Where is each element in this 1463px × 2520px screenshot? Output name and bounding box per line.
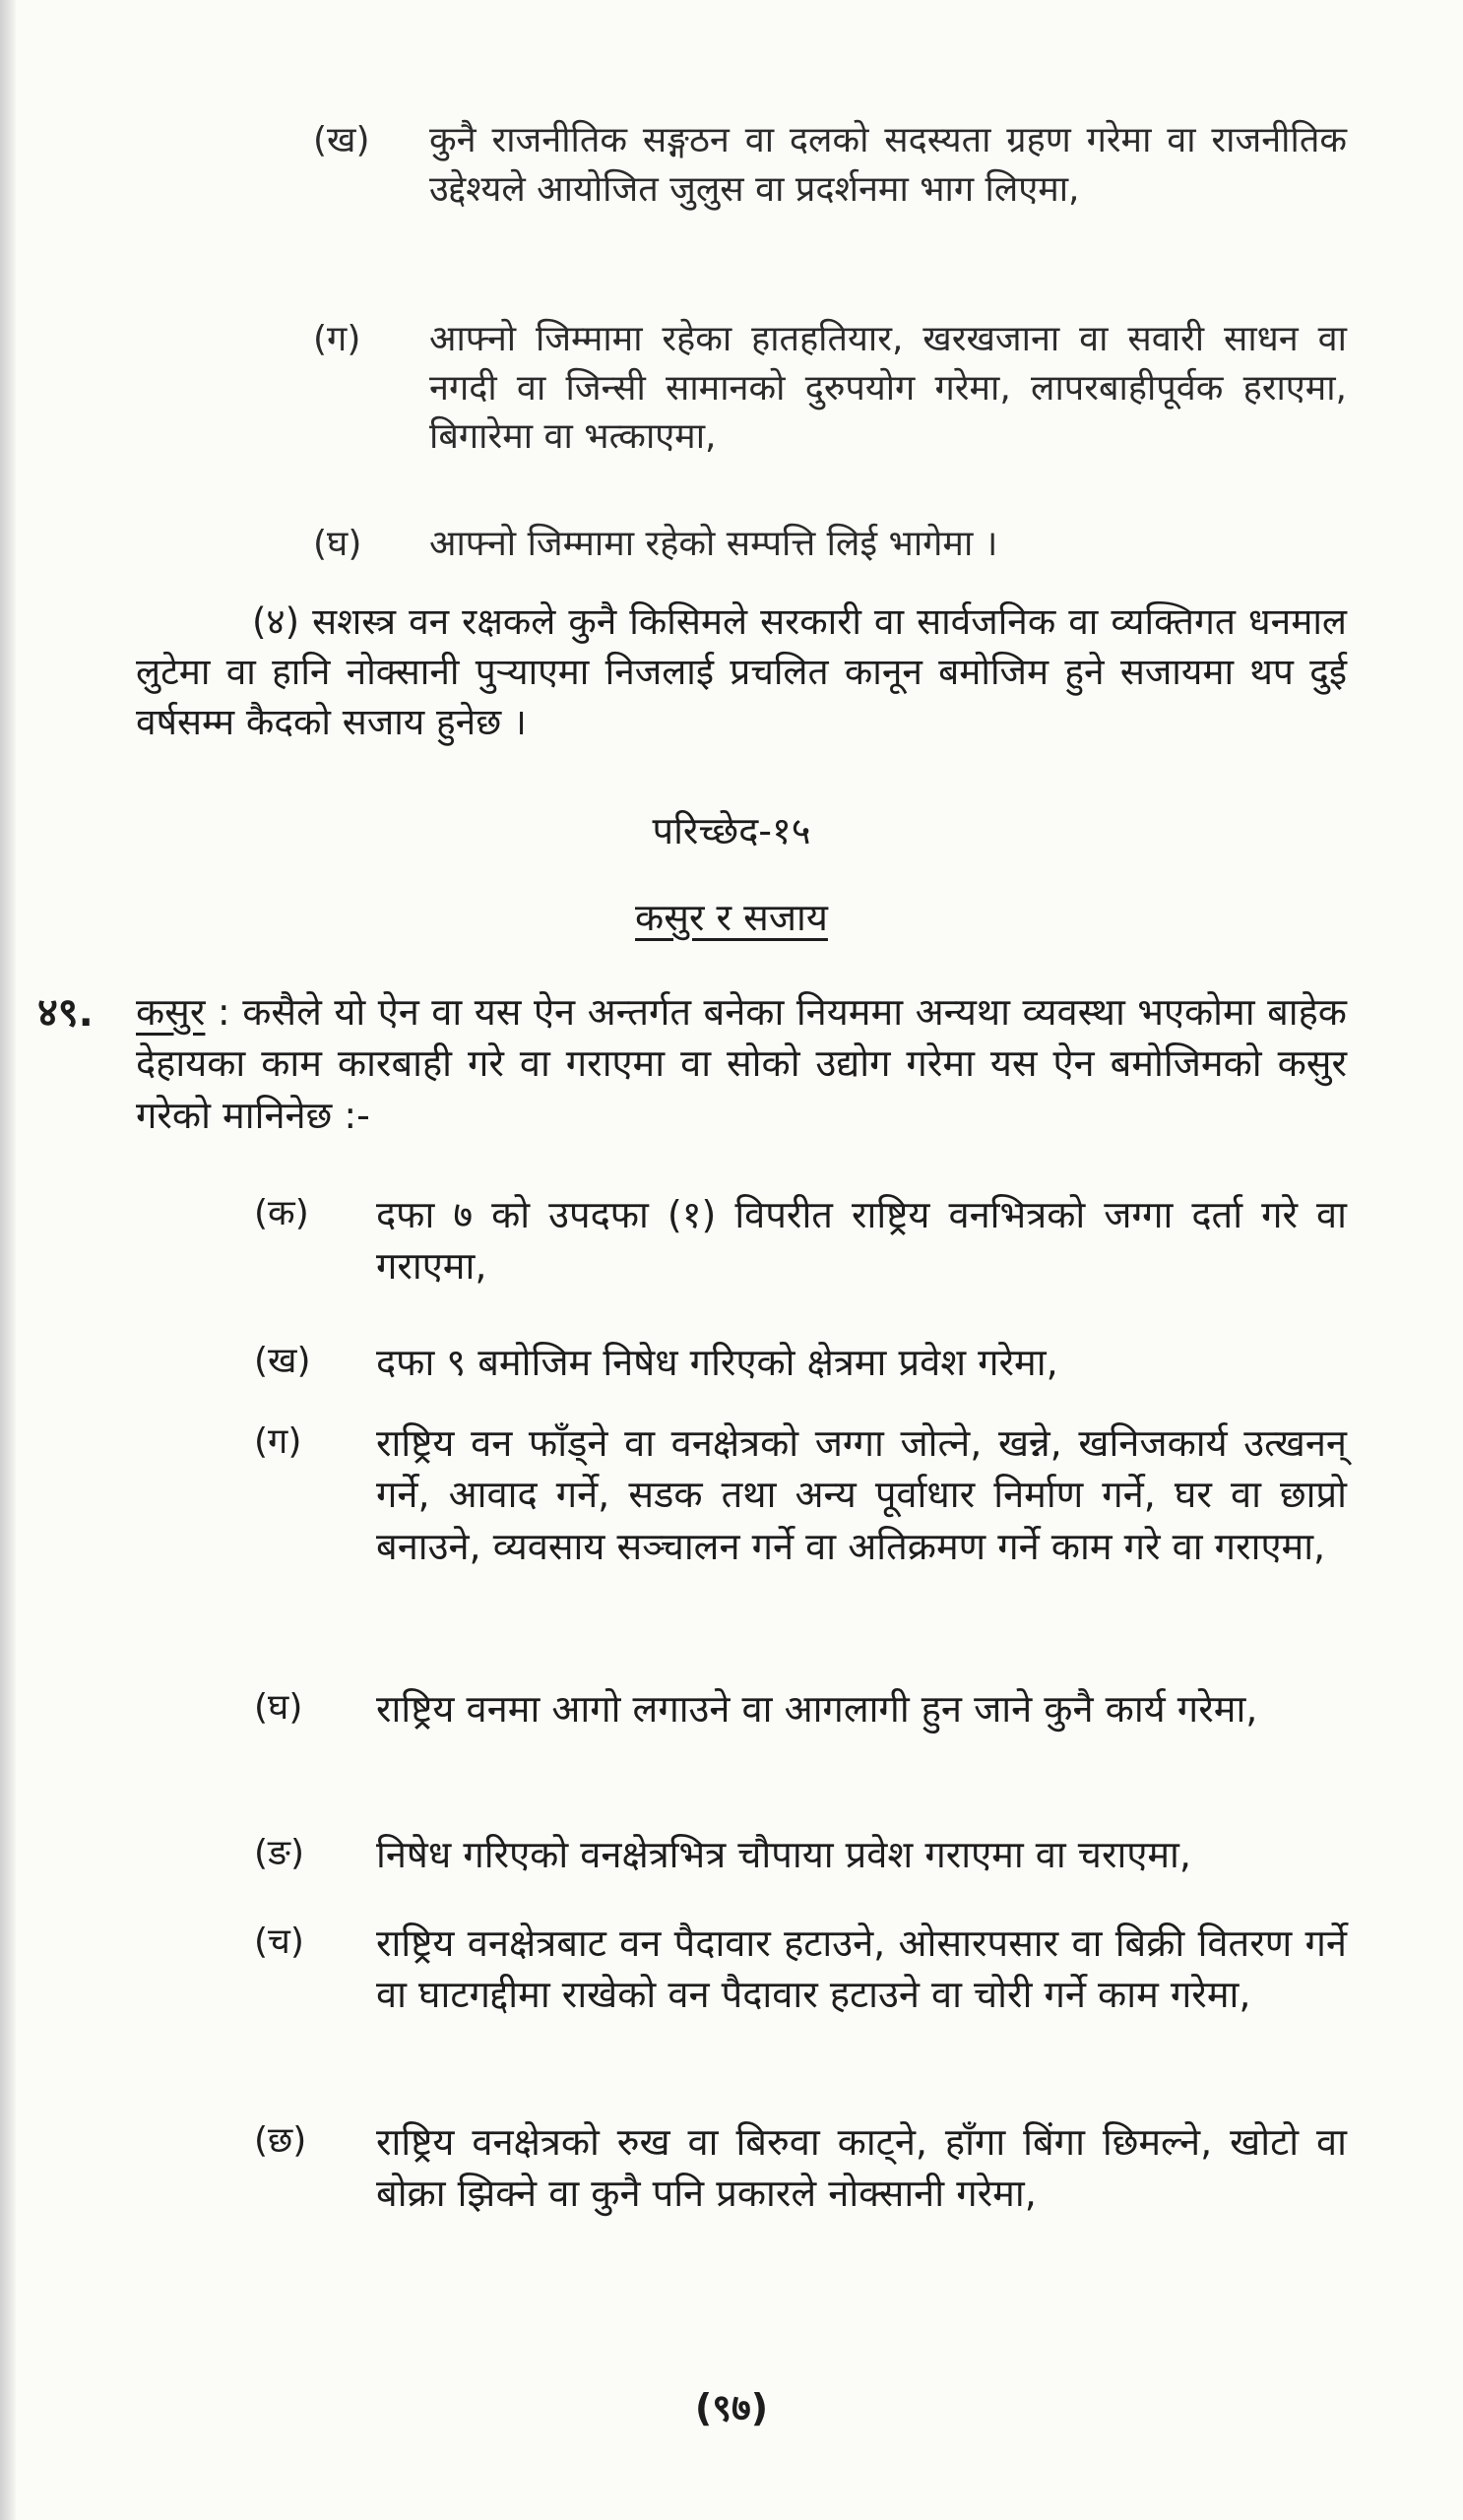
list-item — [254, 1683, 1347, 1734]
list-item — [313, 520, 1347, 569]
chapter-title: कसुर र सजाय — [635, 896, 828, 939]
item-text: आफ्नो जिम्मामा रहेका हातहतियार, खरखजाना वा सवारी साधन वा नगदी वा जिन्सी सामानको दुरुपयोग गरेमा, लापरबाहीपूर्वक हराएमा, बिगारेमा वा भत्काएमा, — [429, 319, 1347, 458]
chapter-number: परिच्छेद-१५ — [652, 809, 811, 852]
chapter-title-wrap — [0, 892, 1463, 943]
item-text: राष्ट्रिय वनक्षेत्रबाट वन पैदावार हटाउने, ओसारपसार वा बिक्री वितरण गर्ने वा घाटगद्दीमा राखेको वन पैदावार हटाउने वा चोरी गर्ने काम गरेमा, — [376, 1922, 1347, 2017]
item-marker: (क) — [254, 1193, 309, 1233]
item-marker: (घ) — [254, 1687, 303, 1728]
item-marker: (ख) — [313, 120, 370, 160]
section-title: कसुर — [136, 990, 206, 1034]
item-text: राष्ट्रिय वनक्षेत्रको रुख वा बिरुवा काट्ने, हाँगा बिंगा छिमल्ने, खोटो वा बोक्रा झिक्ने वा कुनै पनि प्रकारले नोक्सानी गरेमा, — [376, 2120, 1347, 2216]
item-text: कुनै राजनीतिक सङ्गठन वा दलको सदस्यता ग्रहण गरेमा वा राजनीतिक उद्देश्यले आयोजित जुलुस वा प्रदर्शनमा भाग लिएमा, — [429, 120, 1347, 210]
list-item — [254, 1337, 1347, 1388]
list-item — [254, 1829, 1347, 1880]
binding-edge — [0, 0, 16, 2520]
item-text: दफा ९ बमोजिम निषेध गरिएको क्षेत्रमा प्रवेश गरेमा, — [376, 1341, 1058, 1384]
list-item — [254, 1418, 1347, 1572]
page-number: (९७) — [694, 2386, 769, 2429]
section-intro — [136, 986, 1347, 1141]
item-text: निषेध गरिएको वनक्षेत्रभित्र चौपाया प्रवेश गराएमा वा चराएमा, — [376, 1833, 1191, 1876]
item-marker: (ग) — [254, 1421, 302, 1462]
item-marker: (ग) — [313, 319, 361, 359]
item-marker: (ङ) — [254, 1833, 305, 1873]
list-item — [313, 315, 1347, 462]
list-item — [313, 116, 1347, 214]
list-item — [254, 1918, 1347, 2021]
subsection-4-paragraph: (४) सशस्त्र वन रक्षकले कुनै किसिमले सरकारी वा सार्वजनिक वा व्यक्तिगत धनमाल लुटेमा वा हानि नोक्सानी पुऱ्याएमा निजलाई प्रचलित कानून बमोजिम हुने सजायमा थप दुई वर्षसम्म कैदको सजाय हुनेछ । — [136, 600, 1347, 744]
item-marker: (च) — [254, 1922, 304, 1962]
item-marker: (छ) — [254, 2120, 307, 2161]
section-intro-text: : कसैले यो ऐन वा यस ऐन अन्तर्गत बनेका नियममा अन्यथा व्यवस्था भएकोमा बाहेक देहायका काम कारबाही गरे वा गराएमा वा सोको उद्योग गरेमा यस ऐन बमोजिमको कसुर गरेको मानिनेछ :- — [136, 990, 1347, 1137]
list-item — [254, 1189, 1347, 1292]
item-text: राष्ट्रिय वन फाँड्ने वा वनक्षेत्रको जग्गा जोत्ने, खन्ने, खनिजकार्य उत्खनन् गर्ने, आवाद गर्ने, सडक तथा अन्य पूर्वाधार निर्माण गर्ने, घर वा छाप्रो बनाउने, व्यवसाय सञ्चालन गर्ने वा अतिक्रमण गर्ने काम गरे वा गराएमा, — [376, 1421, 1347, 1568]
list-item — [254, 2116, 1347, 2220]
item-text: दफा ७ को उपदफा (१) विपरीत राष्ट्रिय वनभित्रको जग्गा दर्ता गरे वा गराएमा, — [376, 1193, 1347, 1289]
item-marker: (ख) — [254, 1341, 311, 1381]
section-number: ४९. — [37, 990, 94, 1036]
item-marker: (घ) — [313, 524, 362, 564]
item-text: आफ्नो जिम्मामा रहेको सम्पत्ति लिई भागेमा । — [429, 524, 998, 564]
item-text: राष्ट्रिय वनमा आगो लगाउने वा आगलागी हुन जाने कुनै कार्य गरेमा, — [376, 1687, 1258, 1731]
